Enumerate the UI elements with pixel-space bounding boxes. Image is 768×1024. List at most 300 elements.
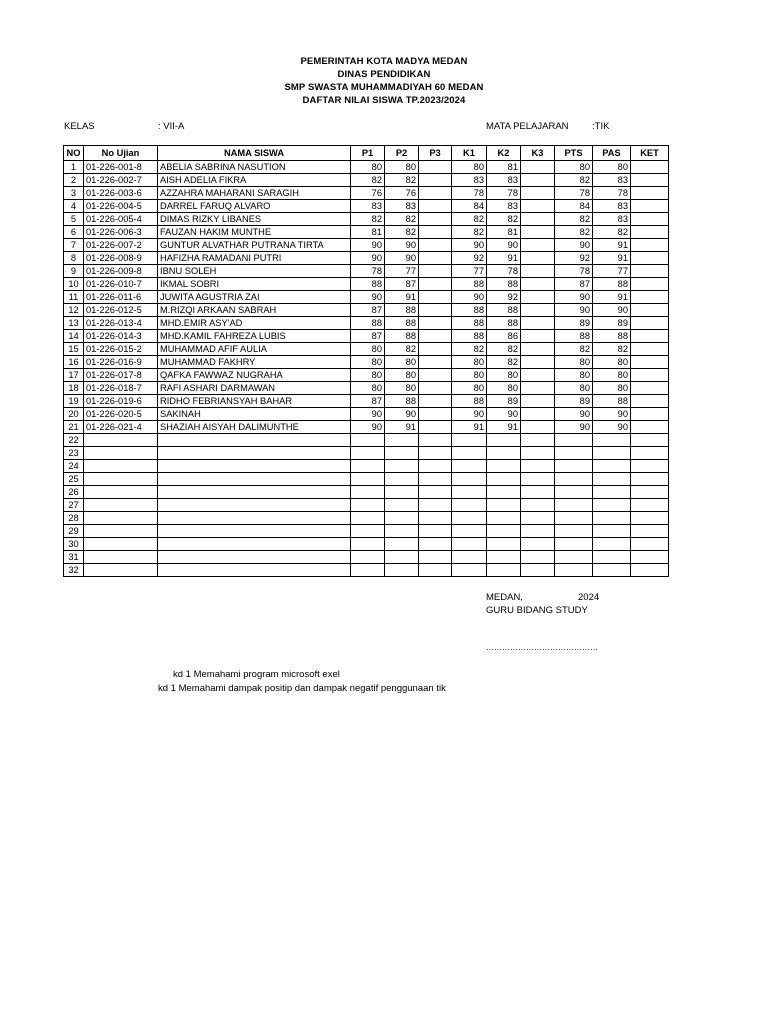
cell-p2: 80 (385, 369, 419, 382)
cell-exam-number: 01-226-017-8 (84, 369, 158, 382)
column-header-p3: P3 (419, 146, 452, 161)
cell-exam-number (84, 564, 158, 577)
cell-pas (593, 447, 631, 460)
cell-ket (631, 304, 669, 317)
cell-k2 (487, 447, 521, 460)
cell-k1: 80 (452, 382, 487, 395)
cell-pts: 80 (555, 356, 593, 369)
cell-p3 (419, 447, 452, 460)
cell-p3 (419, 174, 452, 187)
cell-ket (631, 551, 669, 564)
table-row (64, 200, 669, 213)
cell-k3 (521, 304, 555, 317)
cell-exam-number: 01-226-018-7 (84, 382, 158, 395)
cell-p3 (419, 291, 452, 304)
cell-p2 (385, 512, 419, 525)
cell-ket (631, 421, 669, 434)
cell-exam-number: 01-226-019-6 (84, 395, 158, 408)
cell-exam-number: 01-226-013-4 (84, 317, 158, 330)
cell-p1 (351, 473, 385, 486)
cell-pas: 82 (593, 226, 631, 239)
cell-pts: 90 (555, 304, 593, 317)
cell-p2: 80 (385, 382, 419, 395)
cell-pts: 82 (555, 213, 593, 226)
table-row (64, 564, 669, 577)
cell-p2 (385, 460, 419, 473)
cell-k1: 90 (452, 291, 487, 304)
cell-pas: 89 (593, 317, 631, 330)
table-row (64, 473, 669, 486)
table-row (64, 252, 669, 265)
cell-k2: 83 (487, 200, 521, 213)
cell-p2: 90 (385, 239, 419, 252)
cell-ket (631, 499, 669, 512)
cell-p3 (419, 278, 452, 291)
cell-pas (593, 551, 631, 564)
cell-p1 (351, 434, 385, 447)
cell-student-name: SHAZIAH AISYAH DALIMUNTHE (158, 421, 351, 434)
cell-p2: 90 (385, 408, 419, 421)
cell-k1: 88 (452, 304, 487, 317)
cell-k1: 77 (452, 265, 487, 278)
table-row (64, 239, 669, 252)
cell-no: 18 (64, 382, 84, 395)
cell-exam-number: 01-226-001-8 (84, 161, 158, 174)
cell-pas (593, 538, 631, 551)
cell-student-name (158, 538, 351, 551)
cell-ket (631, 239, 669, 252)
cell-exam-number: 01-226-015-2 (84, 343, 158, 356)
cell-k2: 88 (487, 304, 521, 317)
cell-student-name: QAFKA FAWWAZ NUGRAHA (158, 369, 351, 382)
cell-exam-number (84, 538, 158, 551)
cell-k1: 88 (452, 395, 487, 408)
cell-exam-number (84, 512, 158, 525)
cell-pts: 90 (555, 291, 593, 304)
cell-p3 (419, 538, 452, 551)
cell-p1: 90 (351, 408, 385, 421)
cell-no: 20 (64, 408, 84, 421)
cell-ket (631, 187, 669, 200)
cell-k3 (521, 252, 555, 265)
cell-student-name (158, 434, 351, 447)
cell-no: 29 (64, 525, 84, 538)
cell-k3 (521, 421, 555, 434)
cell-k2: 78 (487, 265, 521, 278)
cell-exam-number: 01-226-012-5 (84, 304, 158, 317)
note-kd-1: kd 1 Memahami program microsoft exel (173, 669, 340, 680)
cell-student-name: IKMAL SOBRI (158, 278, 351, 291)
cell-pts (555, 486, 593, 499)
cell-p2: 82 (385, 213, 419, 226)
cell-k2: 82 (487, 356, 521, 369)
table-row (64, 395, 669, 408)
cell-no: 28 (64, 512, 84, 525)
cell-no: 32 (64, 564, 84, 577)
cell-k3 (521, 291, 555, 304)
cell-pas: 90 (593, 304, 631, 317)
cell-pts (555, 434, 593, 447)
cell-pts (555, 525, 593, 538)
cell-k2: 89 (487, 395, 521, 408)
cell-p2: 87 (385, 278, 419, 291)
cell-k1 (452, 551, 487, 564)
cell-k3 (521, 356, 555, 369)
kelas-label: KELAS (64, 121, 95, 132)
cell-p1 (351, 538, 385, 551)
cell-pts: 82 (555, 343, 593, 356)
cell-student-name: MHD.EMIR ASY'AD (158, 317, 351, 330)
cell-pas (593, 473, 631, 486)
cell-k3 (521, 512, 555, 525)
cell-no: 4 (64, 200, 84, 213)
table-row (64, 226, 669, 239)
cell-ket (631, 512, 669, 525)
cell-pas: 88 (593, 395, 631, 408)
cell-k1 (452, 473, 487, 486)
header-government: PEMERINTAH KOTA MADYA MEDAN (300, 56, 468, 67)
cell-student-name: FAUZAN HAKIM MUNTHE (158, 226, 351, 239)
cell-no: 21 (64, 421, 84, 434)
cell-no: 22 (64, 434, 84, 447)
cell-k3 (521, 278, 555, 291)
cell-p2: 77 (385, 265, 419, 278)
cell-exam-number (84, 551, 158, 564)
cell-k3 (521, 200, 555, 213)
cell-no: 27 (64, 499, 84, 512)
column-header-no: NO (64, 146, 84, 161)
cell-p3 (419, 213, 452, 226)
cell-p3 (419, 265, 452, 278)
table-row (64, 408, 669, 421)
cell-k3 (521, 551, 555, 564)
cell-ket (631, 434, 669, 447)
cell-pas: 83 (593, 200, 631, 213)
table-row (64, 317, 669, 330)
cell-k3 (521, 174, 555, 187)
cell-p2 (385, 538, 419, 551)
cell-k2: 88 (487, 317, 521, 330)
cell-k3 (521, 395, 555, 408)
cell-pas (593, 512, 631, 525)
cell-k2: 92 (487, 291, 521, 304)
cell-p3 (419, 460, 452, 473)
cell-p1: 76 (351, 187, 385, 200)
cell-ket (631, 460, 669, 473)
table-row (64, 538, 669, 551)
cell-k2: 82 (487, 213, 521, 226)
cell-pts: 78 (555, 265, 593, 278)
cell-no: 26 (64, 486, 84, 499)
cell-no: 9 (64, 265, 84, 278)
cell-pas (593, 434, 631, 447)
cell-pts: 78 (555, 187, 593, 200)
cell-p3 (419, 187, 452, 200)
column-header-pas: PAS (593, 146, 631, 161)
table-row (64, 265, 669, 278)
cell-pts (555, 460, 593, 473)
cell-k3 (521, 499, 555, 512)
cell-ket (631, 317, 669, 330)
cell-k2: 83 (487, 174, 521, 187)
cell-p1: 78 (351, 265, 385, 278)
cell-p2 (385, 499, 419, 512)
cell-p1: 90 (351, 239, 385, 252)
cell-pts: 84 (555, 200, 593, 213)
cell-k2 (487, 538, 521, 551)
cell-p2 (385, 551, 419, 564)
cell-k1 (452, 525, 487, 538)
table-row (64, 174, 669, 187)
cell-p3 (419, 512, 452, 525)
cell-no: 15 (64, 343, 84, 356)
table-row (64, 356, 669, 369)
cell-p2: 88 (385, 330, 419, 343)
cell-student-name: ABELIA SABRINA NASUTION (158, 161, 351, 174)
cell-p1: 80 (351, 356, 385, 369)
table-row (64, 304, 669, 317)
cell-pts: 82 (555, 226, 593, 239)
cell-k2: 82 (487, 343, 521, 356)
cell-pts: 82 (555, 174, 593, 187)
cell-student-name: AISH ADELIA FIKRA (158, 174, 351, 187)
cell-p2: 83 (385, 200, 419, 213)
cell-p3 (419, 434, 452, 447)
cell-pas: 83 (593, 174, 631, 187)
kelas-value: : VII-A (158, 121, 185, 132)
cell-ket (631, 486, 669, 499)
cell-ket (631, 291, 669, 304)
cell-ket (631, 265, 669, 278)
cell-k2: 90 (487, 408, 521, 421)
cell-k1 (452, 538, 487, 551)
cell-k2 (487, 564, 521, 577)
cell-p2: 91 (385, 291, 419, 304)
cell-k3 (521, 525, 555, 538)
cell-k3 (521, 187, 555, 200)
cell-student-name: IBNU SOLEH (158, 265, 351, 278)
cell-k2 (487, 551, 521, 564)
cell-k1: 82 (452, 226, 487, 239)
cell-ket (631, 408, 669, 421)
cell-p3 (419, 200, 452, 213)
cell-exam-number: 01-226-006-3 (84, 226, 158, 239)
column-header-p1: P1 (351, 146, 385, 161)
cell-no: 11 (64, 291, 84, 304)
cell-k2 (487, 512, 521, 525)
cell-ket (631, 200, 669, 213)
cell-k3 (521, 239, 555, 252)
cell-k1 (452, 486, 487, 499)
cell-student-name: MUHAMMAD FAKHRY (158, 356, 351, 369)
cell-k2: 78 (487, 187, 521, 200)
cell-p2: 76 (385, 187, 419, 200)
cell-k3 (521, 408, 555, 421)
cell-p1: 90 (351, 291, 385, 304)
table-row (64, 187, 669, 200)
cell-pts: 90 (555, 421, 593, 434)
cell-no: 25 (64, 473, 84, 486)
column-header-p2: P2 (385, 146, 419, 161)
cell-ket (631, 525, 669, 538)
cell-exam-number: 01-226-004-5 (84, 200, 158, 213)
cell-p2: 82 (385, 226, 419, 239)
cell-pas: 77 (593, 265, 631, 278)
cell-ket (631, 564, 669, 577)
cell-exam-number (84, 486, 158, 499)
cell-p2: 88 (385, 317, 419, 330)
cell-p1: 80 (351, 343, 385, 356)
cell-pas: 80 (593, 382, 631, 395)
cell-k1: 82 (452, 213, 487, 226)
cell-exam-number (84, 447, 158, 460)
cell-no: 8 (64, 252, 84, 265)
cell-pts: 80 (555, 369, 593, 382)
cell-student-name (158, 486, 351, 499)
table-row (64, 291, 669, 304)
cell-pts: 88 (555, 330, 593, 343)
cell-ket (631, 447, 669, 460)
cell-k1 (452, 564, 487, 577)
cell-k2 (487, 525, 521, 538)
cell-exam-number: 01-226-014-3 (84, 330, 158, 343)
cell-p3 (419, 395, 452, 408)
cell-pas: 91 (593, 239, 631, 252)
cell-p3 (419, 551, 452, 564)
cell-k1 (452, 499, 487, 512)
cell-p1 (351, 499, 385, 512)
cell-exam-number: 01-226-002-7 (84, 174, 158, 187)
cell-no: 19 (64, 395, 84, 408)
subject-value: :TIK (592, 121, 610, 132)
cell-pts (555, 499, 593, 512)
cell-no: 5 (64, 213, 84, 226)
cell-ket (631, 226, 669, 239)
cell-student-name (158, 551, 351, 564)
cell-p1: 87 (351, 304, 385, 317)
cell-ket (631, 473, 669, 486)
cell-pts: 90 (555, 239, 593, 252)
cell-exam-number: 01-226-007-2 (84, 239, 158, 252)
cell-p1 (351, 460, 385, 473)
cell-p2 (385, 447, 419, 460)
cell-k3 (521, 265, 555, 278)
cell-ket (631, 330, 669, 343)
cell-pas: 78 (593, 187, 631, 200)
cell-p1 (351, 525, 385, 538)
table-header-row (64, 146, 669, 161)
cell-k2 (487, 486, 521, 499)
cell-p1 (351, 486, 385, 499)
grades-table (63, 145, 669, 577)
column-header-ket: KET (631, 146, 669, 161)
cell-k1 (452, 512, 487, 525)
cell-exam-number: 01-226-016-9 (84, 356, 158, 369)
cell-p3 (419, 473, 452, 486)
table-body (64, 161, 669, 577)
cell-k1: 78 (452, 187, 487, 200)
cell-p3 (419, 252, 452, 265)
cell-ket (631, 278, 669, 291)
cell-pts (555, 473, 593, 486)
cell-student-name: MHD.KAMIL FAHREZA LUBIS (158, 330, 351, 343)
table-row (64, 499, 669, 512)
cell-exam-number (84, 499, 158, 512)
cell-exam-number: 01-226-020-5 (84, 408, 158, 421)
cell-p3 (419, 317, 452, 330)
cell-ket (631, 213, 669, 226)
cell-p1: 90 (351, 421, 385, 434)
cell-p1: 80 (351, 382, 385, 395)
cell-pas (593, 499, 631, 512)
cell-pas (593, 525, 631, 538)
cell-p3 (419, 330, 452, 343)
table-row (64, 161, 669, 174)
column-header-student-name: NAMA SISWA (158, 146, 351, 161)
cell-k1: 88 (452, 317, 487, 330)
signature-line: …………………………………… (486, 643, 598, 652)
cell-p1: 88 (351, 317, 385, 330)
cell-p1: 87 (351, 395, 385, 408)
cell-student-name (158, 499, 351, 512)
cell-p1 (351, 564, 385, 577)
table-row (64, 460, 669, 473)
cell-p3 (419, 564, 452, 577)
cell-k2: 80 (487, 369, 521, 382)
cell-p2: 82 (385, 343, 419, 356)
cell-k3 (521, 369, 555, 382)
cell-pts (555, 564, 593, 577)
cell-p1 (351, 512, 385, 525)
cell-k3 (521, 226, 555, 239)
cell-k1: 80 (452, 356, 487, 369)
cell-student-name: M.RIZQI ARKAAN SABRAH (158, 304, 351, 317)
cell-k2 (487, 460, 521, 473)
table-row (64, 447, 669, 460)
cell-k3 (521, 564, 555, 577)
cell-p1: 80 (351, 369, 385, 382)
cell-k3 (521, 213, 555, 226)
cell-exam-number (84, 434, 158, 447)
cell-k3 (521, 473, 555, 486)
cell-student-name (158, 525, 351, 538)
cell-exam-number (84, 525, 158, 538)
signature-role: GURU BIDANG STUDY (486, 605, 588, 616)
table-row (64, 525, 669, 538)
cell-k2: 90 (487, 239, 521, 252)
header-department: DINAS PENDIDIKAN (337, 69, 431, 80)
cell-pas: 90 (593, 408, 631, 421)
cell-no: 12 (64, 304, 84, 317)
cell-pts (555, 447, 593, 460)
cell-p3 (419, 499, 452, 512)
cell-p2: 88 (385, 304, 419, 317)
cell-pts (555, 551, 593, 564)
cell-exam-number: 01-226-008-9 (84, 252, 158, 265)
cell-k1: 88 (452, 330, 487, 343)
cell-student-name (158, 447, 351, 460)
cell-student-name: GUNTUR ALVATHAR PUTRANA TIRTA (158, 239, 351, 252)
header-title: DAFTAR NILAI SISWA TP.2023/2024 (302, 95, 466, 106)
table-row (64, 434, 669, 447)
cell-exam-number: 01-226-003-6 (84, 187, 158, 200)
cell-p3 (419, 421, 452, 434)
cell-p3 (419, 408, 452, 421)
cell-no: 31 (64, 551, 84, 564)
cell-pas: 88 (593, 330, 631, 343)
table-row (64, 551, 669, 564)
column-header-pts: PTS (555, 146, 593, 161)
